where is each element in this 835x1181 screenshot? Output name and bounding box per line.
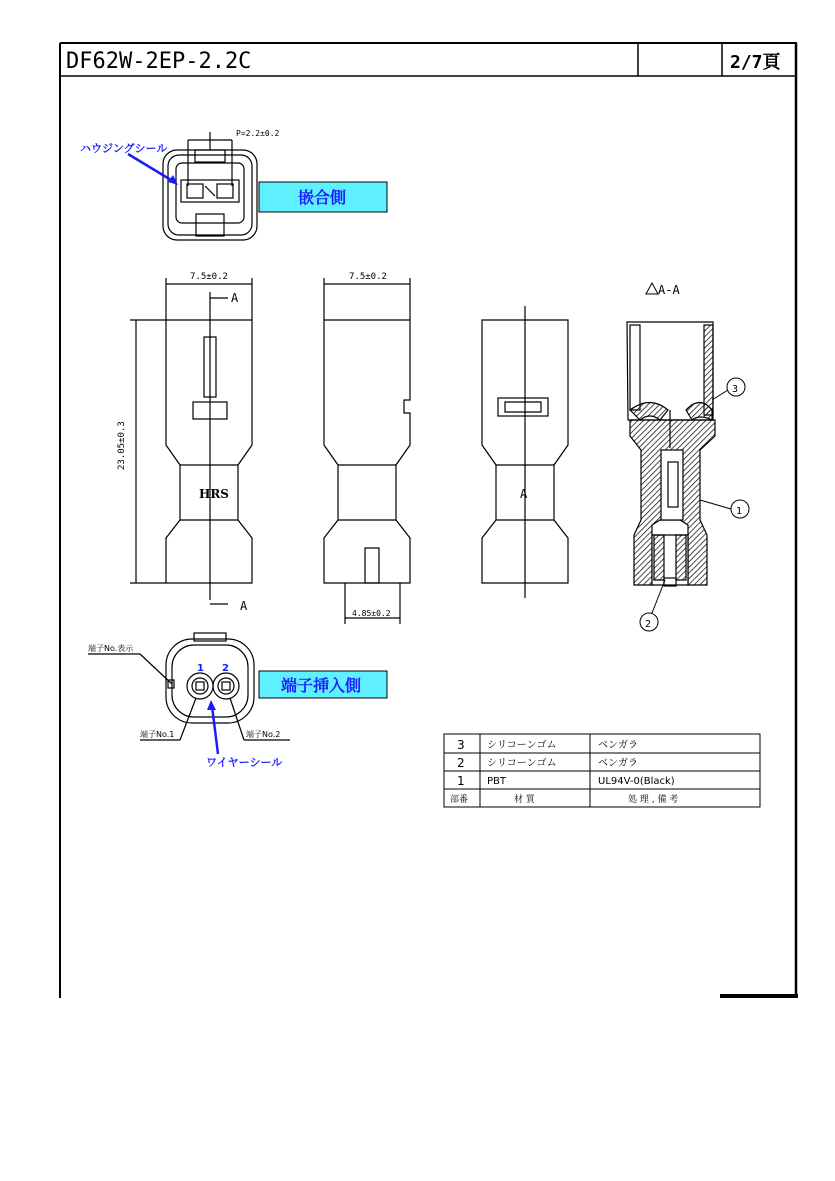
table-row-material: シリコーンゴム: [487, 740, 557, 751]
table-row-note: ベンガラ: [598, 758, 638, 769]
terminal-no1-label: 端子No.1: [140, 730, 175, 739]
section-mark-bottom: A: [240, 599, 248, 613]
arrow-head: [207, 700, 216, 710]
table-row-material: シリコーンゴム: [487, 758, 557, 769]
table-row-note: ベンガラ: [598, 740, 638, 751]
pin-2-label: 2: [222, 663, 229, 674]
hrs-logo: HRS: [199, 487, 229, 501]
front-view: [130, 278, 252, 604]
housing-seal-arrow: [128, 154, 176, 183]
table-row-no: 3: [457, 738, 465, 752]
mating-side-label: 嵌合側: [298, 188, 347, 207]
section-view: [627, 322, 715, 586]
section-title: A-A: [658, 283, 680, 297]
bottom-width-dim: 4.85±0.2: [352, 609, 391, 618]
housing-seal-label: ハウジングシール: [80, 142, 168, 155]
mating-face-view: [163, 132, 257, 240]
table-header-note: 処 理 , 備 考: [628, 795, 679, 805]
insertion-side-label: 端子挿入側: [281, 676, 362, 695]
table-header-no: 部番: [450, 795, 469, 805]
warning-icon: [646, 283, 658, 294]
table-header-material: 材 質: [514, 795, 535, 805]
side-width-dim: 7.5±0.2: [349, 272, 387, 282]
side-view: [324, 278, 410, 624]
terminal-no2-label: 端子No.2: [246, 730, 281, 739]
pin-1-label: 1: [197, 663, 204, 674]
table-row-note: UL94V-0(Black): [598, 776, 675, 787]
table-row-no: 2: [457, 756, 465, 770]
pitch-dim: P=2.2±0.2: [236, 129, 280, 138]
terminal-no-display-label: 端子No.表示: [88, 644, 134, 653]
balloon-1: 1: [736, 506, 743, 517]
wire-seal-label: ワイヤーシール: [206, 756, 283, 769]
height-dim: 23.05±0.3: [117, 421, 127, 470]
section-mark-top: A: [231, 291, 239, 305]
back-view: [482, 306, 568, 598]
back-mark: A: [520, 487, 528, 501]
table-row-no: 1: [457, 774, 465, 788]
table-row-material: PBT: [487, 776, 506, 787]
page-number: 2/7頁: [730, 52, 781, 73]
balloon-2: 2: [645, 619, 652, 630]
balloon-3: 3: [732, 384, 739, 395]
part-number: DF62W-2EP-2.2C: [66, 49, 252, 74]
front-width-dim: 7.5±0.2: [190, 272, 228, 282]
wire-seal-arrow: [212, 706, 218, 754]
